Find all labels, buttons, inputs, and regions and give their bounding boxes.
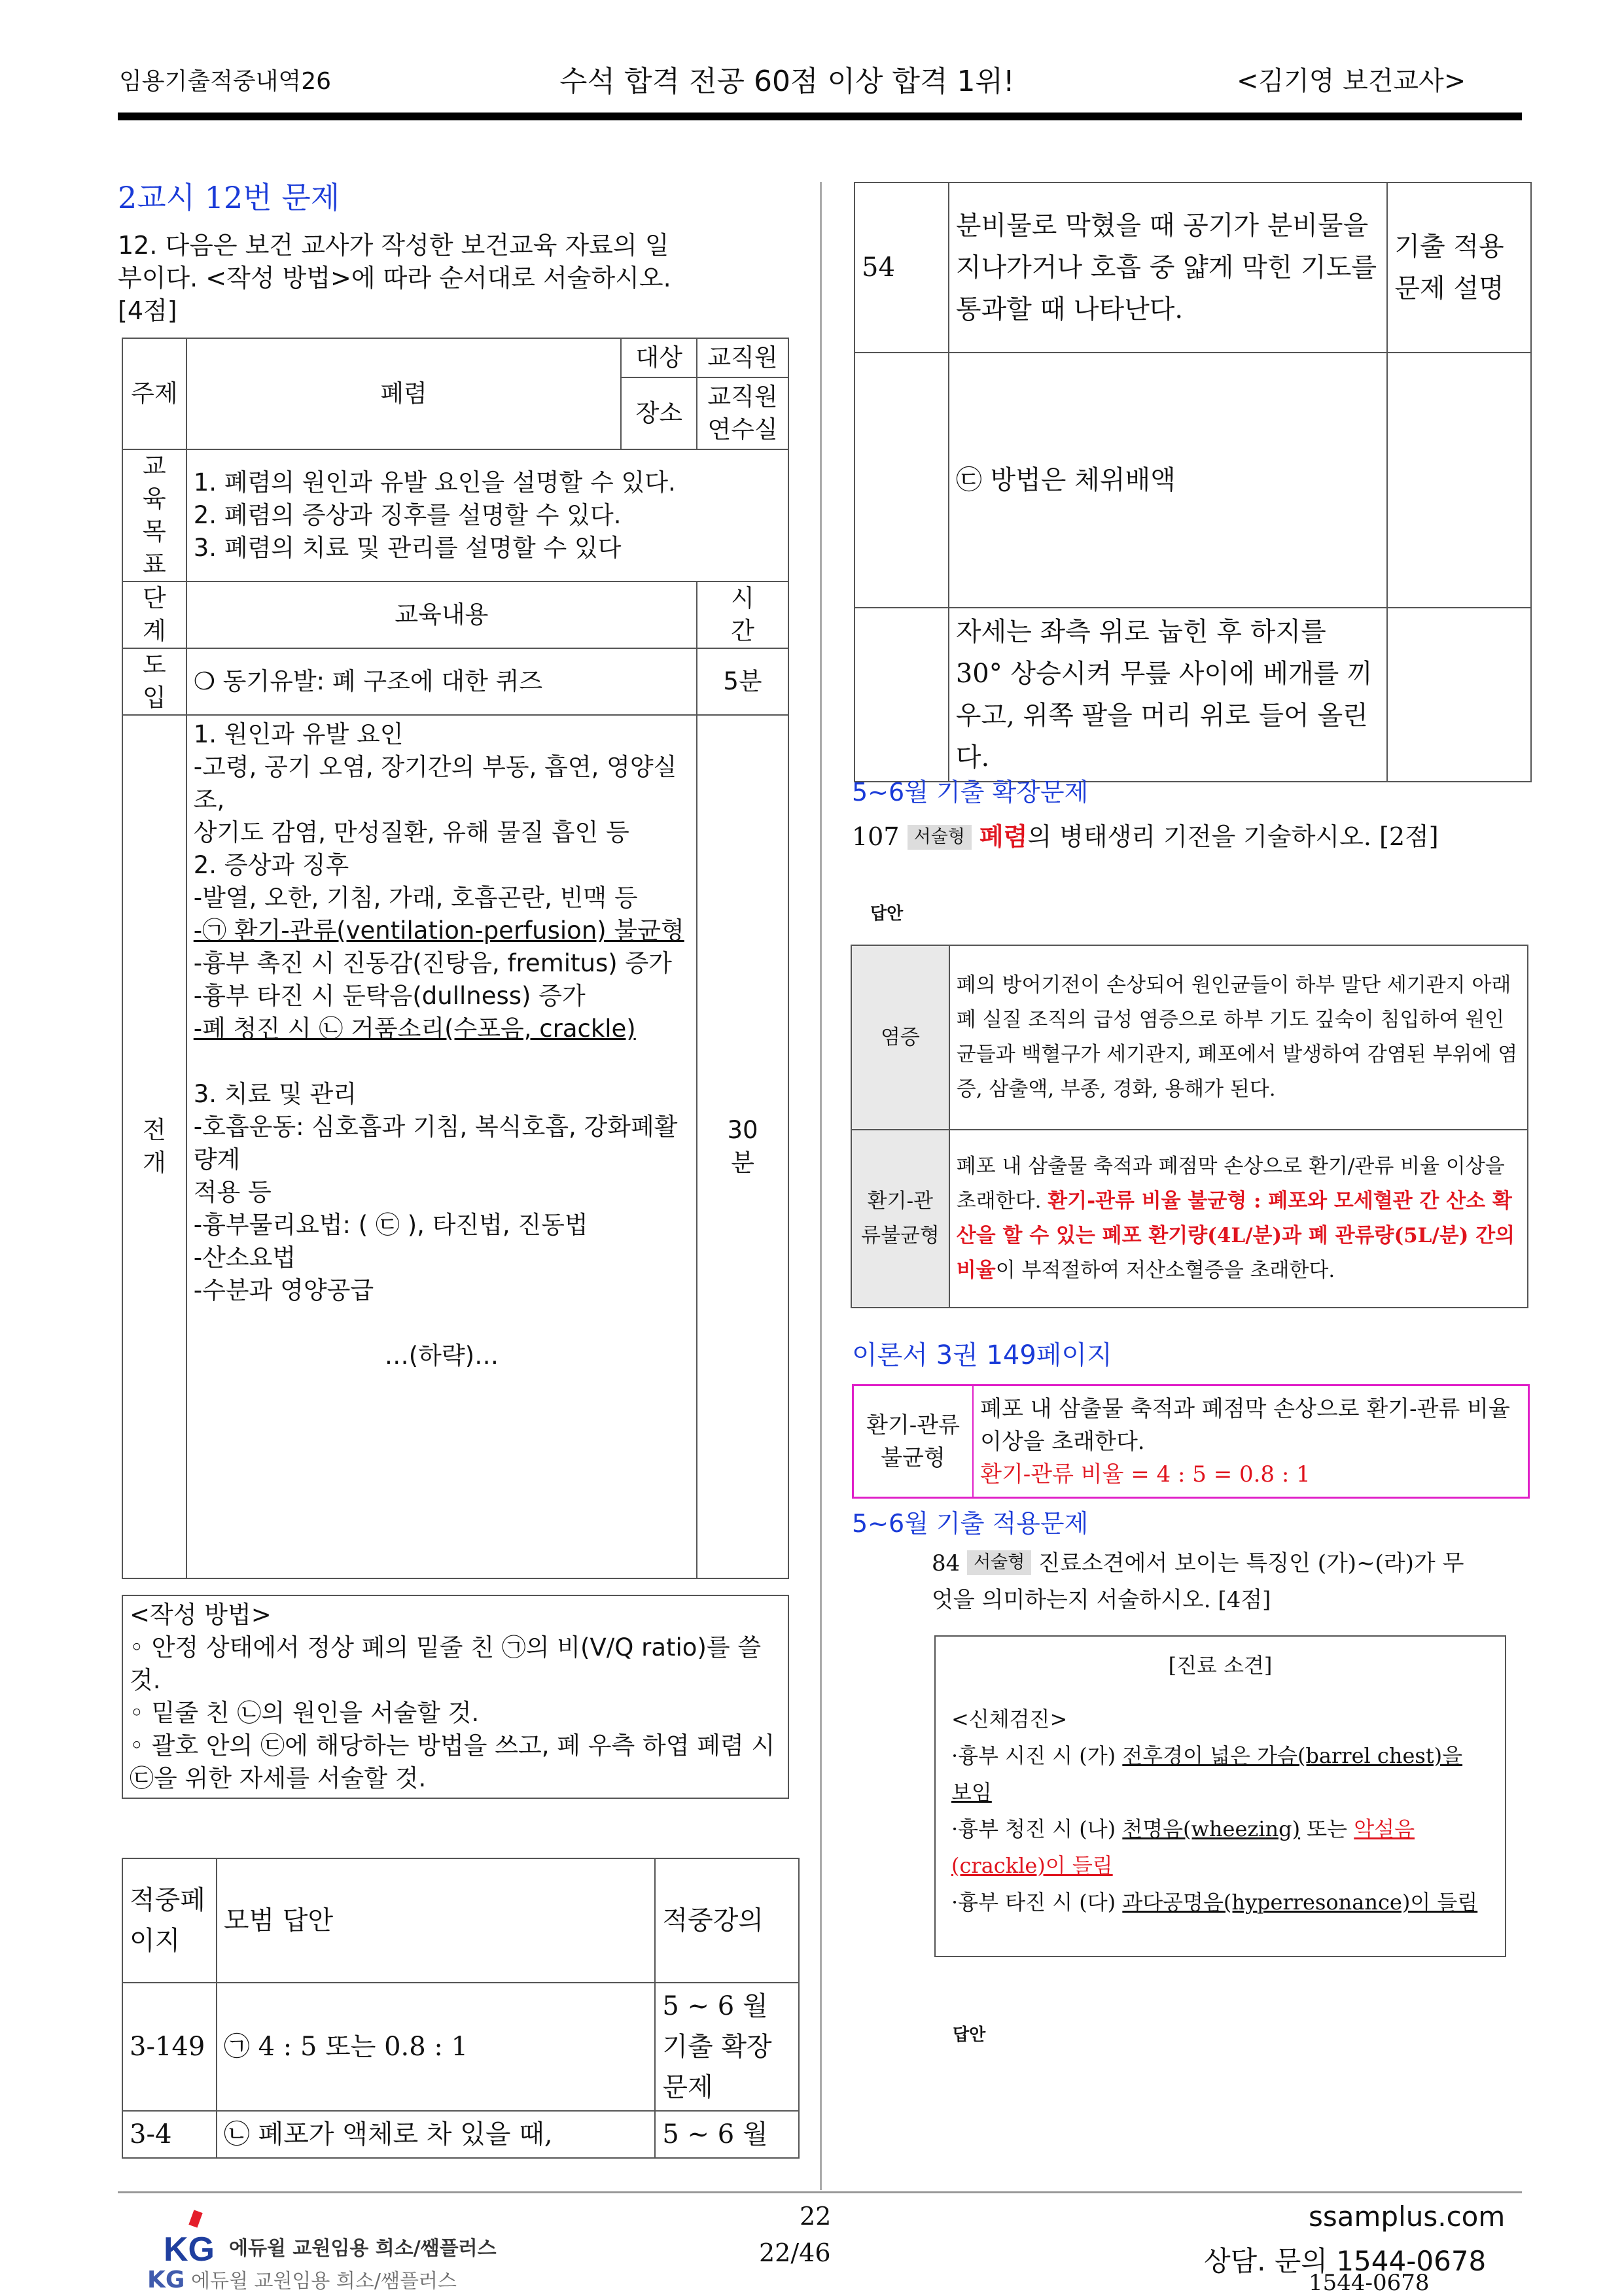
dev-line: -고령, 공기 오염, 장기간의 부동, 흡연, 영양실조, [193, 753, 677, 814]
section-title-left: 2교시 12번 문제 [118, 180, 340, 215]
patho-label: 환기-관류불균형 [851, 1130, 949, 1308]
cont-page-empty [855, 353, 949, 608]
question-number: 107 [852, 822, 900, 851]
header-left: 임용기출적중내역26 [119, 68, 332, 95]
patho-text-highlight: 환기-관류 비율 불균형 : 폐포와 모세혈관 간 산소 확산을 할 수 있는 폐포 환기량(4L/분)과 폐 관류량(5L/분) 간의 비율 [956, 1189, 1515, 1282]
dev-line: -흉부물리요법: ( ㉢ ), 타진법, 진동법 [193, 1211, 588, 1239]
patho-text-plain: 폐포 내 삼출물 축적과 폐점막 손상으로 환기/관류 비율 이상을 초래한다. [956, 1155, 1505, 1213]
footer-logo [157, 2210, 550, 2269]
exam-subtitle: <신체검진> [951, 1707, 1068, 1731]
lesson-plan-table [122, 338, 789, 1579]
goal-item: 3. 폐렴의 치료 및 관리를 설명할 수 있다 [193, 534, 622, 562]
header-rule [118, 113, 1522, 120]
footer-phone: 상담. 문의 1544-0678 [1204, 2245, 1487, 2277]
page-number: 22 [800, 2202, 832, 2231]
exam-finding-highlight: 악설음(crackle)이 들림 [951, 1817, 1415, 1878]
exam-connector: 또는 [1300, 1817, 1354, 1841]
question-text: 엇을 의미하는지 서술하시오. [4점] [932, 1587, 1271, 1613]
theory-text-plain: 폐포 내 삼출물 축적과 폐점막 손상으로 환기-관류 비율 이상을 초래한다. [980, 1395, 1510, 1455]
answer-header-lecture: 적중강의 [655, 1858, 799, 1983]
question-line: [4점] [118, 296, 177, 325]
exam-finding: 전후경이 넓은 가슴(barrel chest)을 보임 [951, 1743, 1463, 1805]
answer-label: 답안 [953, 2025, 986, 2045]
dev-line: 3. 치료 및 관리 [193, 1080, 357, 1108]
svg-text:KG: KG [164, 2231, 215, 2269]
kg-logo-icon [157, 2210, 236, 2269]
answer-row-lecture: 5 ~ 6 월 기출 확장문제 [655, 1983, 799, 2111]
question-text: 의 병태생리 기전을 기술하시오. [2점] [1027, 822, 1439, 851]
section-title-applied: 5~6월 기출 적용문제 [852, 1509, 1089, 1538]
answer-table [122, 1858, 800, 2159]
cont-page-empty [855, 608, 949, 782]
footer-logo-echo: KG 에듀윌 교원임용 희소/쌤플러스 [147, 2267, 457, 2293]
dev-line-omitted: …(하략)… [384, 1342, 499, 1370]
dev-line: -산소요법 [193, 1244, 296, 1272]
patho-label: 염증 [851, 945, 949, 1130]
dev-line-underlined: -㉠ 환기-관류(ventilation-perfusion) 불균형 [193, 916, 684, 945]
cont-lecture-empty [1387, 353, 1531, 608]
dev-line-blank [194, 1307, 690, 1340]
patho-text [949, 1130, 1528, 1308]
column-divider [820, 182, 822, 2190]
cont-lecture: 기출 적용 문제 설명 [1387, 183, 1531, 353]
cont-answer: ㉢ 방법은 체위배액 [949, 353, 1388, 608]
method-item: ◦ 밑줄 친 ㉡의 원인을 서술할 것. [130, 1699, 480, 1727]
goal-item: 2. 폐렴의 증상과 징후를 설명할 수 있다. [193, 501, 622, 529]
answer-row-answer: ㉡ 폐포가 액체로 차 있을 때, [217, 2111, 656, 2158]
topic-label: 주제 [122, 338, 186, 449]
question-type-tag: 서술형 [967, 1550, 1031, 1575]
question-line: 부이다. <작성 방법>에 따라 순서대로 서술하시오. [118, 264, 671, 292]
method-item: ◦ 괄호 안의 ㉢에 해당하는 방법을 쓰고, 폐 우측 하엽 폐렴 시 ㉢을 위한 자세를 서술할 것. [130, 1731, 775, 1792]
exam-line [951, 1811, 1489, 1884]
goal-list [186, 449, 788, 582]
exam-line-prefix: ·흉부 청진 시 (나) [951, 1817, 1123, 1841]
exam-finding: 천명음(wheezing) [1122, 1817, 1301, 1841]
exam-line-prefix: ·흉부 타진 시 (다) [951, 1890, 1123, 1915]
dev-line-blank [194, 1045, 690, 1078]
question-84 [932, 1545, 1507, 1618]
exam-line [951, 1884, 1489, 1921]
exam-finding: 과다공명음(hyperresonance)이 들림 [1122, 1890, 1478, 1915]
exam-title: [진료 소견] [1168, 1653, 1273, 1678]
dev-line: 상기도 감염, 만성질환, 유해 물질 흡인 등 [193, 818, 629, 846]
answer-table-continued [854, 182, 1532, 782]
intro-content: ❍ 동기유발: 폐 구조에 대한 퀴즈 [186, 648, 697, 715]
topic-value: 폐렴 [186, 338, 622, 449]
theory-ratio: 환기-관류 비율 = 4 : 5 = 0.8 : 1 [980, 1461, 1311, 1487]
header-right: <김기영 보건교사> [1237, 66, 1466, 96]
exam-line-prefix: ·흉부 시진 시 (가) [951, 1743, 1123, 1768]
exam-line [951, 1737, 1489, 1811]
question-12 [118, 229, 786, 327]
patho-text: 폐의 방어기전이 손상되어 원인균들이 하부 말단 세기관지 아래 폐 실질 조직의 급성 염증으로 하부 기도 깊숙이 침입하여 원인균들과 백혈구가 세기관지, 폐포에서 발생하여 감염된 부위에 염증, 삼출액, 부종, 경화, 용해가 된다. [949, 945, 1528, 1130]
cont-answer: 분비물로 막혔을 때 공기가 분비물을 지나가거나 호흡 중 얇게 막힌 기도를 통과할 때 나타난다. [949, 183, 1388, 353]
target-value: 교직원 [697, 338, 788, 377]
dev-line: -수분과 영양공급 [193, 1276, 374, 1304]
dev-content [186, 715, 697, 1578]
footer-logo-text-echo: 에듀윌 교원임용 희소/쌤플러스 [191, 2270, 457, 2293]
theory-label: 환기-관류불균형 [853, 1385, 974, 1498]
dev-line: 적용 등 [193, 1178, 272, 1206]
dev-line: -흉부 촉진 시 진동감(진탕음, fremitus) 증가 [193, 949, 672, 977]
question-107 [852, 816, 1439, 852]
content-label: 교육내용 [186, 582, 697, 648]
dev-line: -호흡운동: 심호흡과 기침, 복식호흡, 강화폐활량계 [193, 1113, 678, 1174]
answer-label: 답안 [870, 904, 904, 924]
section-title-extended: 5~6월 기출 확장문제 [852, 778, 1089, 807]
pathophysiology-table [851, 945, 1528, 1308]
method-title: <작성 방법> [130, 1601, 272, 1629]
question-type-tag: 서술형 [908, 825, 972, 850]
answer-row-page: 3-4 [122, 2111, 217, 2158]
page-count: 22/46 [759, 2238, 831, 2267]
method-item: ◦ 안정 상태에서 정상 폐의 밑줄 친 ㉠의 비(V/Q ratio)를 쓸 것. [130, 1633, 762, 1694]
dev-time: 30분 [697, 715, 788, 1578]
place-value: 교직원연수실 [697, 377, 788, 449]
intro-label: 도입 [122, 648, 186, 715]
time-label: 시간 [697, 582, 788, 648]
question-number: 84 [932, 1550, 961, 1576]
goal-label: 교육목표 [122, 449, 186, 582]
dev-line: -흉부 타진 시 둔탁음(dullness) 증가 [193, 982, 586, 1010]
question-keyword: 폐렴 [979, 822, 1028, 851]
theory-table [852, 1384, 1530, 1499]
cont-lecture-empty [1387, 608, 1531, 782]
question-text: 진료소견에서 보이는 특징인 (가)~(라)가 무 [1038, 1550, 1464, 1576]
place-label: 장소 [621, 377, 697, 449]
header-center: 수석 합격 전공 60점 이상 합격 1위! [559, 65, 1015, 98]
dev-label: 전개 [122, 715, 186, 1578]
question-line: 12. 다음은 보건 교사가 작성한 보건교육 자료의 일 [118, 231, 669, 260]
dev-line: 1. 원인과 유발 요인 [193, 720, 404, 748]
dev-line: 2. 증상과 징후 [193, 851, 349, 879]
theory-text [973, 1385, 1528, 1498]
goal-item: 1. 폐렴의 원인과 유발 요인을 설명할 수 있다. [193, 468, 676, 496]
answer-header-answer: 모범 답안 [217, 1858, 656, 1983]
answer-row-page: 3-149 [122, 1983, 217, 2111]
cont-answer: 자세는 좌측 위로 눕힌 후 하지를 30° 상승시켜 무릎 사이에 베개를 끼우고, 위쪽 팔을 머리 위로 들어 올린다. [949, 608, 1388, 782]
patho-text-tail: 이 부적절하여 저산소혈증을 초래한다. [995, 1259, 1335, 1282]
answer-row-answer: ㉠ 4 : 5 또는 0.8 : 1 [217, 1983, 656, 2111]
dev-line: -발열, 오한, 기침, 가래, 호흡곤란, 빈맥 등 [193, 884, 638, 912]
method-box [122, 1595, 789, 1799]
cont-page: 54 [855, 183, 949, 353]
footer-rule [118, 2191, 1522, 2193]
intro-time: 5분 [697, 648, 788, 715]
step-label: 단계 [122, 582, 186, 648]
section-title-theory: 이론서 3권 149페이지 [852, 1340, 1112, 1370]
exam-findings-box [934, 1635, 1506, 1957]
footer-site[interactable]: ssamplus.com [1309, 2200, 1506, 2233]
dev-line-underlined: -폐 청진 시 ㉡ 거품소리(수포음, crackle) [193, 1015, 636, 1043]
footer-phone-number: 1544-0678 [1309, 2270, 1430, 2296]
answer-row-lecture: 5 ~ 6 월 [655, 2111, 799, 2158]
answer-header-page: 적중페이지 [122, 1858, 217, 1983]
target-label: 대상 [621, 338, 697, 377]
footer-logo-text: 에듀윌 교원임용 희소/쌤플러스 [229, 2237, 497, 2260]
